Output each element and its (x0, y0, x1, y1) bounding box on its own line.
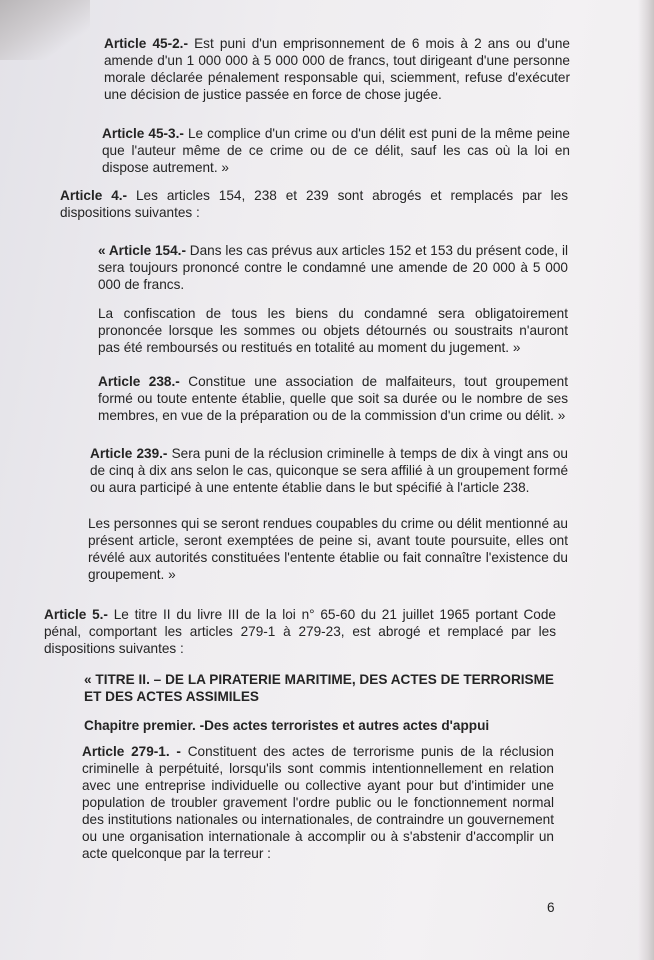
article-238-label: Article 238.- (98, 374, 180, 389)
article-279-1-label: Article 279-1. - (82, 744, 181, 759)
article-4-label: Article 4.- (60, 188, 128, 203)
page-edge-shadow (638, 0, 654, 960)
article-239-paragraph-2 (88, 515, 568, 583)
article-239 (90, 445, 568, 496)
article-279-1 (82, 743, 554, 862)
article-154 (98, 242, 568, 293)
titre-2-text: « TITRE II. – DE LA PIRATERIE MARITIME, DES ACTES DE TERRORISME ET DES ACTES ASSIMILES (84, 672, 554, 704)
chapitre-1-text: Chapitre premier. -Des actes terroristes et autres actes d'appui (84, 718, 490, 733)
article-5 (44, 606, 556, 657)
article-4 (60, 187, 568, 221)
article-238-text: Constitue une association de malfaiteurs, tout groupement formé ou toute entente établie, quelle que soit sa durée ou le nombre de ses membres, en vue de la préparation ou de la commission d'un crime ou délit. » (98, 374, 568, 423)
article-45-3-label: Article 45-3.- (102, 126, 184, 141)
article-154-text: Dans les cas prévus aux articles 152 et 153 du présent code, il sera toujours prononcé contre le condamné une amende de 20 000 à 5 000 000 de francs. (98, 243, 568, 292)
article-154-paragraph-2 (98, 305, 568, 356)
article-45-3 (102, 125, 570, 176)
article-45-2-label: Article 45-2.- (104, 36, 188, 51)
article-45-2 (104, 35, 570, 103)
article-5-text: Le titre II du livre III de la loi n° 65-60 du 21 juillet 1965 portant Code pénal, comportant les articles 279-1 à 279-23, est abrogé et remplacé par les dispositions suivantes : (44, 607, 556, 656)
article-239-paragraph-2-text: Les personnes qui se seront rendues coupables du crime ou délit mentionné au présent article, seront exemptées de peine si, avant toute poursuite, elles ont révélé aux autorités constituées l'entente établie ou fait connaître l'existence du groupement. » (88, 516, 568, 582)
article-45-2-text: Est puni d'un emprisonnement de 6 mois à 2 ans ou d'une amende d'un 1 000 000 à 5 000 000 de francs, tout dirigeant d'une personne morale déclarée pénalement responsable qui, sciemment, refuse d'exécuter une décision de justice passée en force de chose jugée. (104, 36, 570, 102)
article-239-label: Article 239.- (90, 446, 168, 461)
article-5-label: Article 5.- (44, 607, 108, 622)
article-154-label: « Article 154.- (98, 243, 186, 258)
page-number: 6 (547, 900, 555, 915)
article-239-text: Sera puni de la réclusion criminelle à temps de dix à vingt ans ou de cinq à dix ans selon le cas, quiconque se sera affilié à un groupement formé ou aura participé à une entente établie dans le but spécifié à l'article 238. (90, 446, 568, 495)
article-279-1-text: Constituent des actes de terrorisme punis de la réclusion criminelle à perpétuité, lorsqu'ils sont commis intentionnellement en relation avec une entreprise individuelle ou collective ayant pour but d'intimider une population de troubler gravement l'ordre public ou le fonctionnement normal des institutions nationales ou internationales, de contraindre un gouvernement ou une organisation internationale à accomplir ou à s'abstenir d'accomplir un acte quelconque par la terreur : (82, 744, 554, 861)
article-45-3-text: Le complice d'un crime ou d'un délit est puni de la même peine que l'auteur même de ce crime ou de ce délit, sauf les cas où la loi en dispose autrement. » (102, 126, 570, 175)
article-4-text: Les articles 154, 238 et 239 sont abrogés et remplacés par les dispositions suivantes : (60, 188, 569, 220)
page-fold-shadow (0, 0, 90, 60)
article-154-paragraph-2-text: La confiscation de tous les biens du condamné sera obligatoirement prononcée lorsque les sommes ou objets détournés ou soustraits n'auront pas été remboursés ou restitués en totalité au moment du jugement. » (98, 306, 568, 355)
chapitre-1-heading (84, 717, 554, 734)
article-238 (98, 373, 568, 424)
titre-2-heading (84, 671, 554, 705)
